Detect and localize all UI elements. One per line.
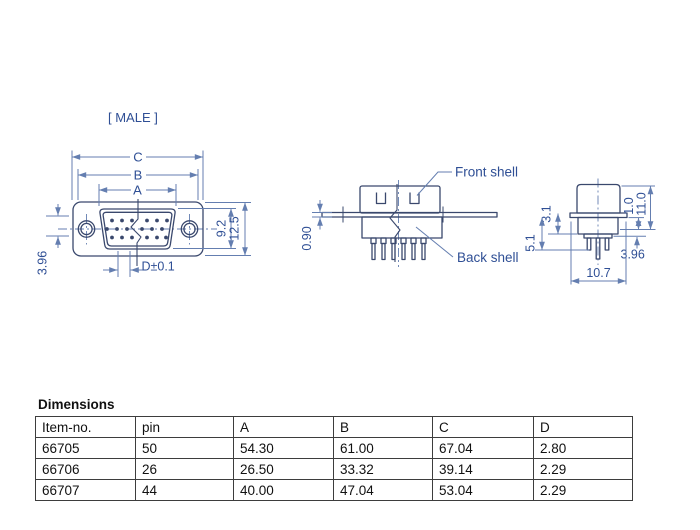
table-cell: 44 bbox=[136, 480, 234, 501]
column-header: B bbox=[334, 417, 433, 438]
column-header: A bbox=[234, 417, 334, 438]
table-cell: 54.30 bbox=[234, 438, 334, 459]
dim-12-5-label: 12.5 bbox=[227, 216, 242, 241]
front-shell-leader bbox=[417, 172, 452, 196]
table-cell: 61.00 bbox=[334, 438, 433, 459]
front-view bbox=[36, 110, 252, 277]
column-header: Item-no. bbox=[36, 417, 136, 438]
dim-3-1-label: 3.1 bbox=[539, 205, 554, 223]
male-label: [ MALE ] bbox=[108, 110, 158, 125]
table-cell: 67.04 bbox=[433, 438, 534, 459]
end-view bbox=[524, 179, 656, 285]
flange-outline bbox=[570, 213, 627, 218]
dim-3-96-label: 3.96 bbox=[620, 247, 645, 262]
table-cell: 26.50 bbox=[234, 459, 334, 480]
table-cell: 26 bbox=[136, 459, 234, 480]
shell-notch-left bbox=[377, 193, 386, 204]
front-shell-label: Front shell bbox=[455, 164, 519, 180]
dim-d-label: D±0.1 bbox=[141, 259, 175, 274]
table-title: Dimensions bbox=[38, 397, 115, 412]
dim-0-90-label: 0.90 bbox=[300, 226, 314, 251]
table-cell: 66706 bbox=[36, 459, 136, 480]
back-shell-label: Back shell bbox=[457, 250, 519, 265]
table-cell: 66707 bbox=[36, 480, 136, 501]
table-cell: 40.00 bbox=[234, 480, 334, 501]
table-cell: 2.80 bbox=[534, 438, 633, 459]
dimensions-table bbox=[35, 416, 633, 501]
dim-10-7-label: 10.7 bbox=[586, 266, 611, 280]
back-shell-outline bbox=[362, 217, 442, 238]
side-view bbox=[300, 165, 519, 268]
table-cell: 2.29 bbox=[534, 459, 633, 480]
table-header-row bbox=[36, 417, 633, 438]
table-cell: 33.32 bbox=[334, 459, 433, 480]
table-cell: 66705 bbox=[36, 438, 136, 459]
column-header: D bbox=[534, 417, 633, 438]
dim-11-0-label: 11.0 bbox=[634, 192, 649, 216]
table-row bbox=[36, 438, 633, 459]
column-header: pin bbox=[136, 417, 234, 438]
dim-5-1-label: 5.1 bbox=[523, 234, 538, 252]
dim-3-96-label: 3.96 bbox=[35, 250, 50, 276]
table-row bbox=[36, 459, 633, 480]
dim-c-label: C bbox=[133, 149, 143, 165]
dim-9-2-label: 9.2 bbox=[214, 219, 229, 238]
table-row bbox=[36, 480, 633, 501]
dim-a-label: A bbox=[133, 182, 142, 198]
table-cell: 47.04 bbox=[334, 480, 433, 501]
table-cell: 2.29 bbox=[534, 480, 633, 501]
dim-1-0-label: 1.0 bbox=[622, 197, 636, 215]
table-cell: 50 bbox=[136, 438, 234, 459]
column-header: C bbox=[433, 417, 534, 438]
dim-b-label: B bbox=[133, 167, 143, 183]
table-cell: 39.14 bbox=[433, 459, 534, 480]
table-cell: 53.04 bbox=[433, 480, 534, 501]
front-shell-outline bbox=[360, 186, 440, 213]
shell-outline bbox=[577, 185, 620, 214]
